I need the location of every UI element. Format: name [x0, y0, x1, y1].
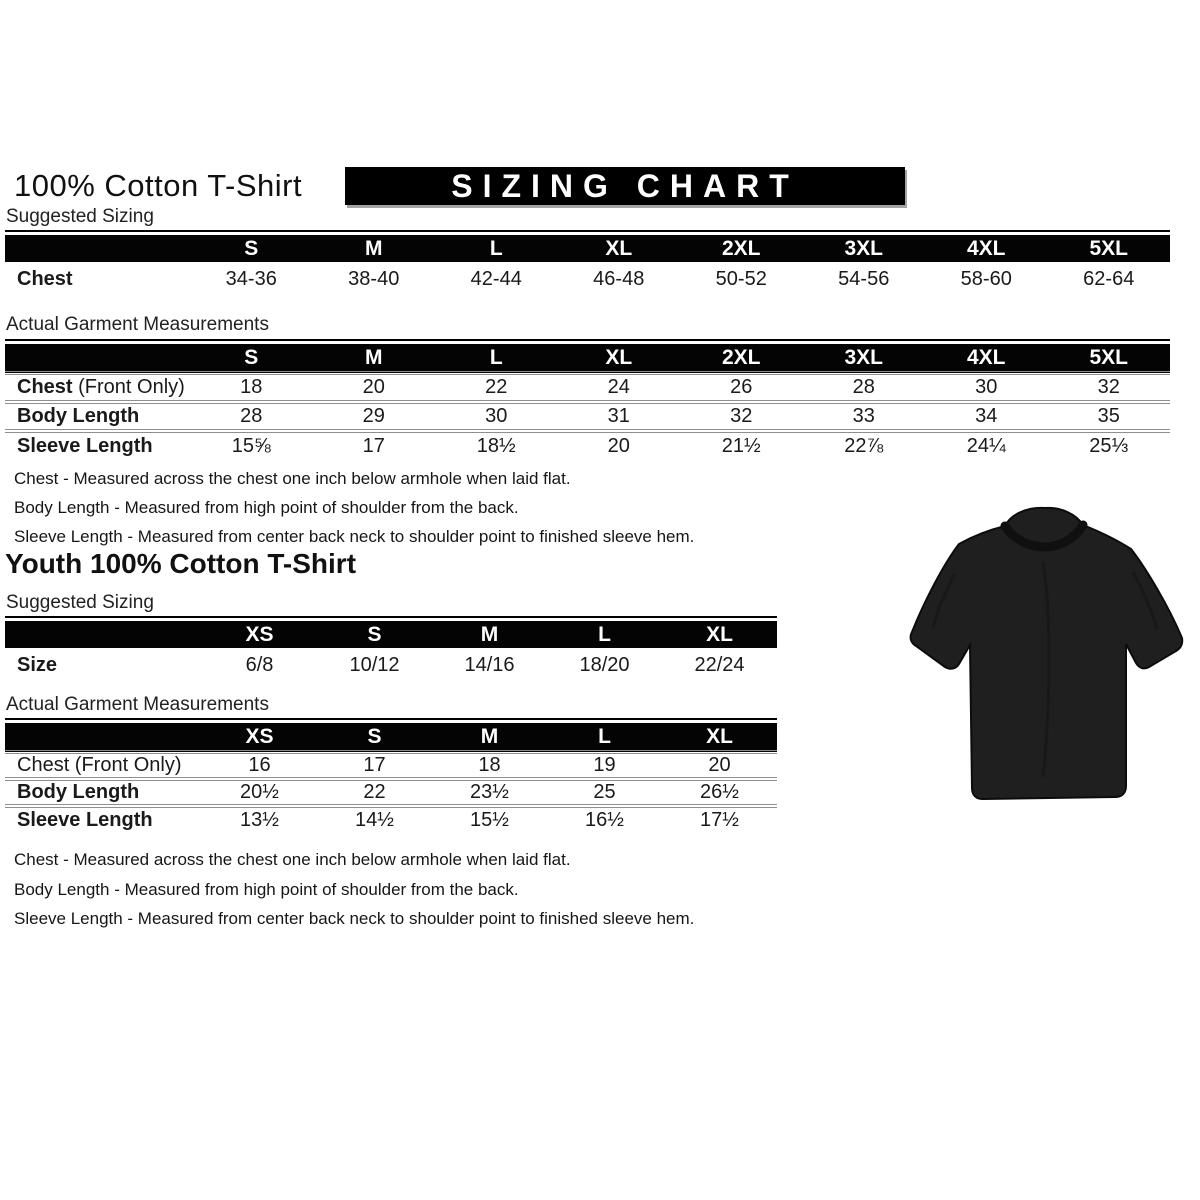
size-column-header: L [547, 621, 662, 648]
measurement-cell: 20 [362, 376, 385, 398]
note-line: Sleeve Length - Measured from center back neck to shoulder point to finished sleeve hem. [14, 527, 695, 546]
size-column-header: L [547, 723, 662, 752]
size-column-header: 4XL [925, 235, 1048, 262]
row-label-column-header [5, 344, 190, 373]
youth-actual-table [5, 723, 777, 833]
size-column-header: XL [662, 621, 777, 648]
row-label-column-header [5, 723, 202, 752]
table-row [5, 402, 1170, 431]
measurement-cell: 58-60 [960, 267, 1012, 290]
size-column-header: L [435, 235, 558, 262]
table-row [5, 373, 1170, 402]
size-column-header: L [435, 344, 558, 373]
sizing-chart-banner [345, 167, 905, 205]
adult-notes [14, 464, 694, 551]
banner-label: SIZING CHART [451, 167, 799, 204]
size-column-header: M [432, 723, 547, 752]
measurement-cell: 15⅝ [231, 435, 271, 457]
measurement-cell: 50-52 [715, 267, 767, 290]
row-label: Size [17, 653, 58, 676]
youth-notes [14, 845, 694, 934]
measurement-cell: 30 [975, 376, 998, 398]
measurement-cell: 31 [607, 405, 630, 427]
size-column-header: M [432, 621, 547, 648]
adult-suggested-table [5, 235, 1170, 296]
adult-suggested-heading: Suggested Sizing [6, 206, 154, 227]
table-row [5, 779, 777, 806]
table-topline [5, 230, 1170, 232]
measurement-cell: 18 [240, 376, 263, 398]
size-column-header: XS [202, 621, 317, 648]
measurement-cell: 54-56 [838, 267, 890, 290]
size-column-header: 5XL [1048, 235, 1171, 262]
row-label: Body Length [17, 781, 140, 803]
measurement-cell: 26½ [700, 781, 739, 803]
note-line: Body Length - Measured from high point of shoulder from the back. [14, 879, 519, 899]
size-column-header: 3XL [803, 344, 926, 373]
youth-title: Youth 100% Cotton T-Shirt [5, 548, 357, 579]
measurement-cell: 14½ [355, 809, 394, 831]
size-column-header: 3XL [803, 235, 926, 262]
header-row [5, 621, 777, 648]
measurement-cell: 16 [248, 754, 271, 776]
table-row [5, 752, 777, 779]
measurement-cell: 29 [362, 405, 385, 427]
measurement-cell: 18½ [476, 435, 516, 457]
table-topline [5, 339, 1170, 341]
measurement-cell: 21½ [721, 435, 761, 457]
size-column-header: XL [662, 723, 777, 752]
measurement-cell: 14/16 [464, 653, 515, 676]
measurement-cell: 35 [1097, 405, 1120, 427]
table-row [5, 431, 1170, 460]
measurement-cell: 34 [975, 405, 998, 427]
measurement-cell: 30 [485, 405, 508, 427]
row-label: Chest (Front Only) [17, 754, 182, 776]
row-label-column-header [5, 235, 190, 262]
measurement-cell: 62-64 [1083, 267, 1135, 290]
measurement-cell: 22 [363, 781, 386, 803]
measurement-cell: 34-36 [225, 267, 277, 290]
size-column-header: XL [558, 235, 681, 262]
header-row [5, 344, 1170, 373]
measurement-cell: 33 [852, 405, 875, 427]
measurement-cell: 25⅓ [1089, 435, 1129, 457]
measurement-cell: 22 [485, 376, 508, 398]
measurement-cell: 19 [593, 754, 616, 776]
measurement-cell: 24 [607, 376, 630, 398]
table-topline [5, 718, 777, 720]
header-row [5, 723, 777, 752]
note-line: Chest - Measured across the chest one inch below armhole when laid flat. [14, 469, 571, 488]
measurement-cell: 24¼ [966, 435, 1006, 457]
page-title: 100% Cotton T-Shirt [14, 168, 303, 203]
table-row [5, 648, 777, 682]
youth-suggested-table [5, 621, 777, 682]
size-column-header: S [317, 621, 432, 648]
row-label-column-header [5, 621, 202, 648]
measurement-cell: 15½ [470, 809, 509, 831]
note-line: Chest - Measured across the chest one inch below armhole when laid flat. [14, 850, 571, 869]
measurement-cell: 17 [362, 435, 385, 457]
size-column-header: M [313, 235, 436, 262]
measurement-cell: 28 [852, 376, 875, 398]
size-column-header: 5XL [1048, 344, 1171, 373]
measurement-cell: 22⅞ [844, 435, 884, 457]
adult-actual-heading: Actual Garment Measurements [6, 314, 269, 335]
measurement-cell: 20 [607, 435, 630, 457]
measurement-cell: 18 [478, 754, 501, 776]
size-column-header: XS [202, 723, 317, 752]
tshirt-photo [893, 492, 1198, 807]
row-label: Sleeve Length [17, 435, 153, 457]
size-column-header: M [313, 344, 436, 373]
youth-suggested-heading: Suggested Sizing [6, 592, 154, 613]
measurement-cell: 25 [593, 781, 616, 803]
header-row [5, 235, 1170, 262]
measurement-cell: 42-44 [470, 267, 522, 290]
measurement-cell: 17½ [700, 809, 739, 831]
measurement-cell: 18/20 [579, 653, 630, 676]
row-label: Sleeve Length [17, 809, 153, 831]
row-label: Body Length [17, 405, 140, 427]
measurement-cell: 32 [730, 405, 753, 427]
size-column-header: S [190, 235, 313, 262]
table-row [5, 262, 1170, 296]
measurement-cell: 13½ [240, 809, 279, 831]
youth-actual-table-wrap [5, 718, 777, 833]
row-label: Chest (Front Only) [17, 376, 185, 398]
measurement-cell: 20 [708, 754, 731, 776]
size-column-header: 2XL [680, 235, 803, 262]
youth-actual-heading: Actual Garment Measurements [6, 694, 269, 715]
adult-actual-table [5, 344, 1170, 460]
size-column-header: S [190, 344, 313, 373]
measurement-cell: 17 [363, 754, 386, 776]
measurement-cell: 46-48 [593, 267, 645, 290]
measurement-cell: 32 [1097, 376, 1120, 398]
measurement-cell: 23½ [470, 781, 509, 803]
measurement-cell: 26 [730, 376, 753, 398]
measurement-cell: 38-40 [348, 267, 400, 290]
adult-suggested-table-wrap [5, 230, 1170, 296]
note-line: Body Length - Measured from high point of shoulder from the back. [14, 498, 519, 517]
measurement-cell: 28 [240, 405, 263, 427]
adult-actual-table-wrap [5, 339, 1170, 460]
table-row [5, 806, 777, 833]
youth-suggested-table-wrap [5, 616, 777, 682]
note-line: Sleeve Length - Measured from center back neck to shoulder point to finished sleeve hem. [14, 909, 695, 928]
size-column-header: 4XL [925, 344, 1048, 373]
size-column-header: S [317, 723, 432, 752]
size-column-header: XL [558, 344, 681, 373]
measurement-cell: 20½ [240, 781, 279, 803]
measurement-cell: 22/24 [694, 653, 745, 676]
size-column-header: 2XL [680, 344, 803, 373]
table-topline [5, 616, 777, 618]
measurement-cell: 10/12 [349, 653, 400, 676]
row-label: Chest [17, 267, 73, 290]
measurement-cell: 16½ [585, 809, 624, 831]
measurement-cell: 6/8 [245, 653, 274, 676]
